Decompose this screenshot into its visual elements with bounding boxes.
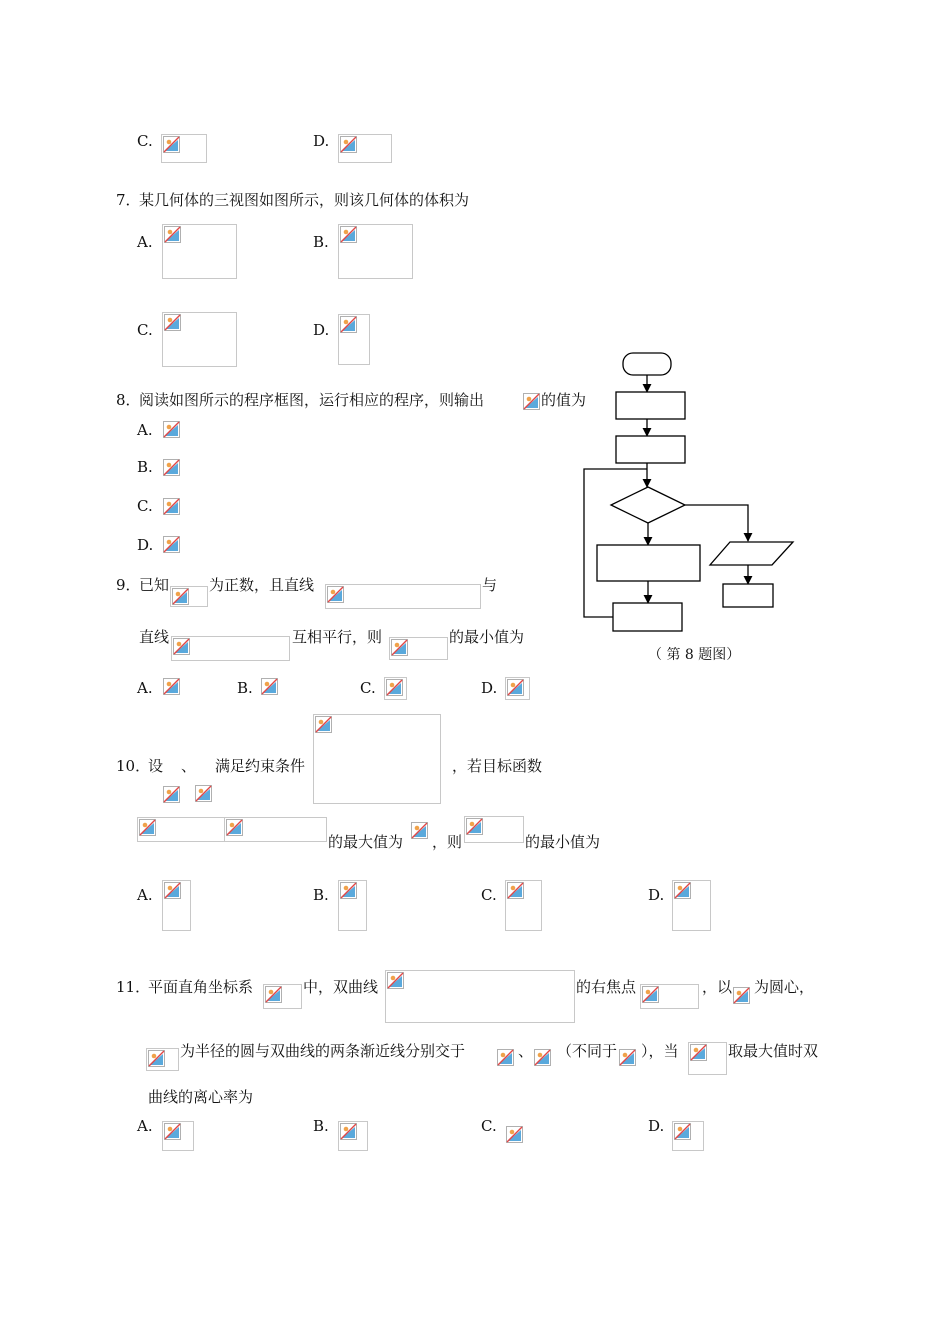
inline-formula-image <box>137 817 225 842</box>
broken-image-icon <box>148 1050 165 1067</box>
broken-image-icon <box>642 986 659 1003</box>
broken-image-icon <box>265 986 282 1003</box>
question-11-plane: 平面直角坐标系 <box>148 978 254 996</box>
inline-formula-image <box>688 1042 727 1075</box>
option-image-box <box>505 1125 525 1147</box>
broken-image-icon <box>163 536 180 553</box>
option-a-label: A. <box>137 421 153 439</box>
broken-image-icon <box>226 819 243 836</box>
option-image-box <box>162 224 237 279</box>
option-image-box <box>162 1121 194 1151</box>
flowchart-output <box>710 542 793 565</box>
option-d-label: D. <box>313 132 330 150</box>
inline-formula-image <box>410 821 432 843</box>
question-11-number: 11． <box>116 978 151 996</box>
broken-image-icon <box>340 226 357 243</box>
question-11-radius: 为半径的圆与双曲线的两条渐近线分别交于 <box>180 1042 466 1060</box>
question-10-target: ，若目标函数 <box>452 757 543 775</box>
flowchart-process-box <box>616 392 685 419</box>
inline-formula-image <box>640 984 699 1009</box>
broken-image-icon <box>261 678 278 695</box>
option-image-box <box>505 677 530 700</box>
inline-formula-image <box>464 816 524 843</box>
question-11-center-a: ，以 <box>702 978 733 996</box>
broken-image-icon <box>164 226 181 243</box>
broken-image-icon <box>386 679 403 696</box>
variable-image <box>162 785 181 805</box>
question-10-let: 设 <box>148 757 164 775</box>
option-c-label: C. <box>481 886 497 904</box>
inline-formula-image <box>496 1048 517 1070</box>
inline-formula-image <box>389 637 448 660</box>
question-10-number: 10． <box>116 757 151 775</box>
question-9-with: 与 <box>482 576 498 594</box>
option-b-label: B. <box>313 1117 329 1135</box>
option-image-box <box>162 677 181 700</box>
broken-image-icon <box>506 1126 523 1143</box>
broken-image-icon <box>340 136 357 153</box>
question-8-text-after: 的值为 <box>541 391 587 409</box>
flowchart-process-box <box>613 603 682 631</box>
broken-image-icon <box>497 1049 514 1066</box>
question-9-positive: 为正数，且直线 <box>209 576 315 594</box>
option-b-label: B. <box>313 233 329 251</box>
question-11-mid: 中，双曲线 <box>303 978 379 996</box>
option-image-box <box>162 880 191 931</box>
option-c-label: C. <box>137 497 153 515</box>
option-a-label: A. <box>137 679 153 697</box>
broken-image-icon <box>690 1044 707 1061</box>
hyperbola-equation-image <box>385 970 575 1023</box>
figure-caption: （ 第 8 题图） <box>648 647 741 663</box>
question-10-max-value: 的最大值为 <box>328 833 404 851</box>
flowchart-process-box <box>616 436 685 463</box>
option-image-box <box>338 1121 368 1151</box>
question-7-text: 某几何体的三视图如图所示，则该几何体的体积为 <box>139 191 470 209</box>
option-a-label: A. <box>137 233 153 251</box>
broken-image-icon <box>534 1049 551 1066</box>
option-c-label: C. <box>481 1117 497 1135</box>
question-9-line: 直线 <box>139 628 170 646</box>
broken-image-icon <box>163 459 180 476</box>
option-image-box <box>162 497 181 518</box>
option-image-box <box>338 314 370 365</box>
option-image-box <box>260 677 279 700</box>
option-b-label: B. <box>237 679 253 697</box>
broken-image-icon <box>411 822 428 839</box>
question-9-min-value: 的最小值为 <box>449 628 525 646</box>
option-image-box <box>338 224 413 279</box>
inline-formula-image <box>325 584 481 609</box>
option-d-label: D. <box>648 1117 665 1135</box>
flowchart-end <box>723 584 773 607</box>
broken-image-icon <box>507 679 524 696</box>
option-image-box <box>162 420 181 441</box>
option-d-label: D. <box>648 886 665 904</box>
broken-image-icon <box>139 819 156 836</box>
question-11-not-equal: （不同于 <box>557 1042 618 1060</box>
question-10-separator: 、 <box>181 757 197 775</box>
broken-image-icon <box>163 786 180 803</box>
inline-formula-image <box>522 392 541 411</box>
question-11-eccentricity: 曲线的离心率为 <box>148 1088 254 1106</box>
question-10-satisfy: 满足约束条件 <box>215 757 306 775</box>
option-image-box <box>338 134 392 163</box>
option-c-label: C. <box>137 321 153 339</box>
option-c-label: C. <box>137 132 153 150</box>
inline-formula-image <box>263 984 302 1009</box>
option-d-label: D. <box>313 321 330 339</box>
broken-image-icon <box>172 588 189 605</box>
question-11-center-b: 为圆心， <box>754 978 815 996</box>
broken-image-icon <box>164 882 181 899</box>
inline-formula-image <box>618 1048 639 1070</box>
inline-formula-image <box>170 586 208 607</box>
broken-image-icon <box>340 1123 357 1140</box>
broken-image-icon <box>674 882 691 899</box>
flowchart-start <box>623 353 671 375</box>
question-11-when: ），当 <box>641 1042 679 1060</box>
broken-image-icon <box>619 1049 636 1066</box>
question-7-number: 7． <box>116 191 141 209</box>
option-image-box <box>162 458 181 479</box>
option-image-box <box>505 880 542 931</box>
broken-image-icon <box>387 972 404 989</box>
broken-image-icon <box>164 314 181 331</box>
option-image-box <box>672 880 711 931</box>
option-image-box <box>384 677 407 700</box>
broken-image-icon <box>523 393 540 410</box>
question-11-separator: 、 <box>518 1042 534 1060</box>
option-image-box <box>338 880 367 931</box>
option-a-label: A. <box>137 886 153 904</box>
broken-image-icon <box>340 316 357 333</box>
option-image-box <box>161 134 207 163</box>
flowchart-process-box <box>597 545 700 581</box>
broken-image-icon <box>340 882 357 899</box>
broken-image-icon <box>163 498 180 515</box>
option-image-box <box>162 312 237 367</box>
variable-image <box>194 784 214 805</box>
option-b-label: B. <box>313 886 329 904</box>
flowchart-decision <box>611 487 685 523</box>
broken-image-icon <box>733 987 750 1004</box>
broken-image-icon <box>327 586 344 603</box>
broken-image-icon <box>315 716 332 733</box>
broken-image-icon <box>195 785 212 802</box>
option-c-label: C. <box>360 679 376 697</box>
inline-formula-image <box>732 986 753 1007</box>
broken-image-icon <box>163 136 180 153</box>
broken-image-icon <box>507 882 524 899</box>
inline-formula-image <box>171 636 290 661</box>
broken-image-icon <box>163 678 180 695</box>
question-11-focus: 的右焦点 <box>576 978 637 996</box>
option-image-box <box>672 1121 704 1151</box>
constraint-system-image <box>313 714 441 804</box>
option-image-box <box>162 535 181 556</box>
question-9-parallel: 互相平行，则 <box>292 628 383 646</box>
broken-image-icon <box>164 1123 181 1140</box>
question-11-max-when: 取最大值时双 <box>728 1042 819 1060</box>
option-a-label: A. <box>137 1117 153 1135</box>
question-10-then: ，则 <box>432 833 463 851</box>
inline-formula-image <box>224 817 327 842</box>
question-8-number: 8． <box>116 391 141 409</box>
inline-formula-image <box>533 1048 554 1070</box>
question-8-text: 阅读如图所示的程序框图，运行相应的程序，则输出 <box>139 391 485 409</box>
option-d-label: D. <box>137 536 154 554</box>
question-9-known: 已知 <box>139 576 170 594</box>
question-10-min-value: 的最小值为 <box>525 833 601 851</box>
question-9-number: 9． <box>116 576 141 594</box>
broken-image-icon <box>173 638 190 655</box>
option-b-label: B. <box>137 458 153 476</box>
broken-image-icon <box>466 818 483 835</box>
broken-image-icon <box>391 639 408 656</box>
broken-image-icon <box>674 1123 691 1140</box>
inline-formula-image <box>146 1048 179 1071</box>
option-d-label: D. <box>481 679 498 697</box>
broken-image-icon <box>163 421 180 438</box>
